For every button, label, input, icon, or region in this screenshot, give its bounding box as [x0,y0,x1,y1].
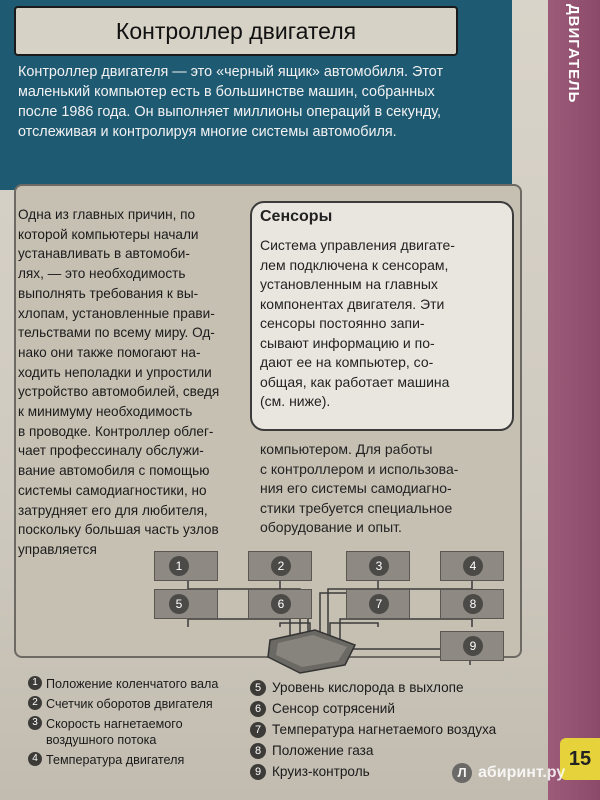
text-line: затрудняет его для любителя, [18,502,208,518]
sensor-node: 1 [154,551,218,581]
text-line: тельствами по всему миру. Од- [18,325,215,341]
watermark [452,760,592,786]
text-line: оборудование и опыт. [260,519,402,535]
text-line: системы самодиагностики, но [18,482,207,498]
legend-label: Скорость нагнетаемого воздушного потока [46,717,183,747]
text-line: компонентах двигателя. Эти [260,295,445,312]
sensor-node: 7 [346,589,410,619]
legend-label: Температура нагнетаемого воздуха [272,722,497,737]
text-line: сывают информацию и по- [260,334,435,351]
legend-number: 3 [28,716,42,730]
text-line: лях, — это необходимость [18,266,186,282]
text-line: которой компьютеры начали [18,226,199,242]
page-title: Контроллер двигателя [14,6,458,56]
sensor-node: 5 [154,589,218,619]
legend-number: 8 [250,743,266,759]
legend-number: 1 [28,676,42,690]
legend-item [28,696,248,712]
legend-number: 9 [250,764,266,780]
main-text-column [18,205,256,560]
text-line: установленным на главных [260,276,438,292]
legend-item [250,722,520,738]
text-line: Одна из главных причин, по [18,207,196,222]
legend-item [28,752,248,768]
sensor-node: 3 [346,551,410,581]
sensor-node: 9 [440,631,504,661]
legend-label: Положение газа [272,743,374,758]
legend-number: 5 [250,680,266,696]
legend-label: Положение коленчатого вала [46,677,219,691]
text-line: стики требуется специальное [260,499,453,516]
page-number: 15 [560,738,600,780]
legend-item [28,716,216,748]
text-line: (см. ниже). [260,393,331,409]
text-line: ходить неполадки и упростили [18,364,212,380]
text-line: нако они также помогают на- [18,344,201,360]
legend-number: 7 [250,722,266,738]
header-panel [0,0,512,190]
text-line: сенсоры постоянно запи- [260,315,425,331]
text-line: к минимуму необходимость [18,404,193,420]
text-line: в проводке. Контроллер облег- [18,423,214,439]
text-line: общая, как работает машина [260,373,450,390]
text-line: вание автомобиля с помощью [18,463,210,479]
legend-item [28,676,248,692]
text-line: ния его системы самодиагно- [260,480,452,496]
text-line: с контроллером и использова- [260,460,459,477]
sensor-node: 6 [248,589,312,619]
legend-label: Температура двигателя [46,753,185,767]
sensor-box-text [260,236,500,412]
intro-paragraph [18,62,498,142]
legend-number: 4 [28,752,42,766]
sensor-node: 4 [440,551,504,581]
text-line: поскольку большая часть узлов [18,522,219,538]
sensor-node: 2 [248,551,312,581]
text-line: устанавливать в автомоби- [18,246,190,262]
text-line: хлопам, установленные прави- [18,305,215,321]
text-line: устройство автомобилей, сведя [18,384,220,400]
legend-left [28,676,248,772]
legend-number: 2 [28,696,42,710]
intro-line: после 1986 года. Он выполняет миллионы операций в секунду, [18,104,442,120]
text-line: чает профессиналу обслужи- [18,443,204,459]
sensor-wiring-diagram [150,545,510,675]
text-line: компьютером. Для работы [260,441,433,457]
side-tab [548,0,600,800]
sensor-box-title: Сенсоры [260,208,333,225]
text-line: лем подключена к сенсорам, [260,256,449,273]
legend-label: Счетчик оборотов двигателя [46,697,213,711]
legend-label: Уровень кислорода в выхлопе [272,680,464,695]
legend-number: 6 [250,701,266,717]
intro-line: Контроллер двигателя — это «черный ящик» автомобиля. Этот [18,64,444,80]
text-line: управляется [18,541,97,557]
text-line: Система управления двигате- [260,237,455,253]
text-line: дают ее на компьютер, со- [260,354,434,370]
legend-item [250,701,520,717]
legend-label: Сенсор сотрясений [272,701,395,716]
sensor-node: 8 [440,589,504,619]
continuation-text [260,440,510,538]
legend-item [250,680,520,696]
side-tab-label: ДВИГАТЕЛЬ [565,4,582,104]
watermark-text: абиринт.ру [478,764,566,781]
text-line: выполнять требования к вы- [18,285,199,301]
legend-item [250,743,520,759]
intro-line: отслеживая и контролируя многие системы автомобиля. [18,124,397,140]
watermark-logo-icon: Л [452,763,472,783]
legend-label: Круиз-контроль [272,764,370,779]
intro-line: маленький компьютер есть в большинстве машин, собранных [18,84,435,100]
